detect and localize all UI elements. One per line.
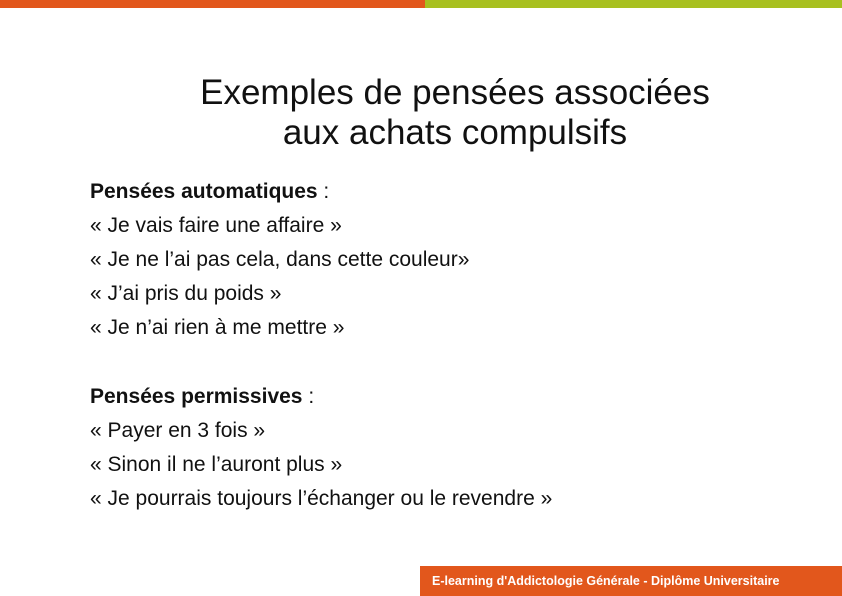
section-heading-suffix: : bbox=[302, 385, 315, 408]
section-heading-label: Pensées automatiques bbox=[90, 180, 318, 203]
thought-line: « Je pourrais toujours l’échanger ou le revendre » bbox=[90, 487, 553, 510]
automatic-thoughts-section bbox=[90, 175, 469, 345]
top-accent-bar bbox=[0, 0, 842, 8]
top-bar-green-segment bbox=[425, 0, 842, 8]
slide-title-line-2: aux achats compulsifs bbox=[282, 113, 628, 153]
footer-banner bbox=[420, 566, 842, 596]
thought-line: « Je vais faire une affaire » bbox=[90, 214, 342, 237]
thought-line: « J’ai pris du poids » bbox=[90, 282, 282, 305]
section-heading bbox=[90, 175, 469, 209]
thought-line: « Sinon il ne l’auront plus » bbox=[90, 453, 343, 476]
permissive-thoughts-section bbox=[90, 380, 552, 516]
slide-title-line-1: Exemples de pensées associées bbox=[200, 73, 710, 113]
section-heading-label: Pensées permissives bbox=[90, 385, 303, 408]
slide-title bbox=[100, 73, 810, 153]
top-bar-orange-segment bbox=[0, 0, 425, 8]
thought-line: « Payer en 3 fois » bbox=[90, 419, 266, 442]
thought-line: « Je ne l’ai pas cela, dans cette couleur» bbox=[90, 248, 470, 271]
thought-line: « Je n’ai rien à me mettre » bbox=[90, 316, 345, 339]
section-heading bbox=[90, 380, 552, 414]
section-heading-suffix: : bbox=[317, 180, 330, 203]
footer-text: E-learning d'Addictologie Générale - Diplôme Universitaire bbox=[432, 574, 780, 588]
